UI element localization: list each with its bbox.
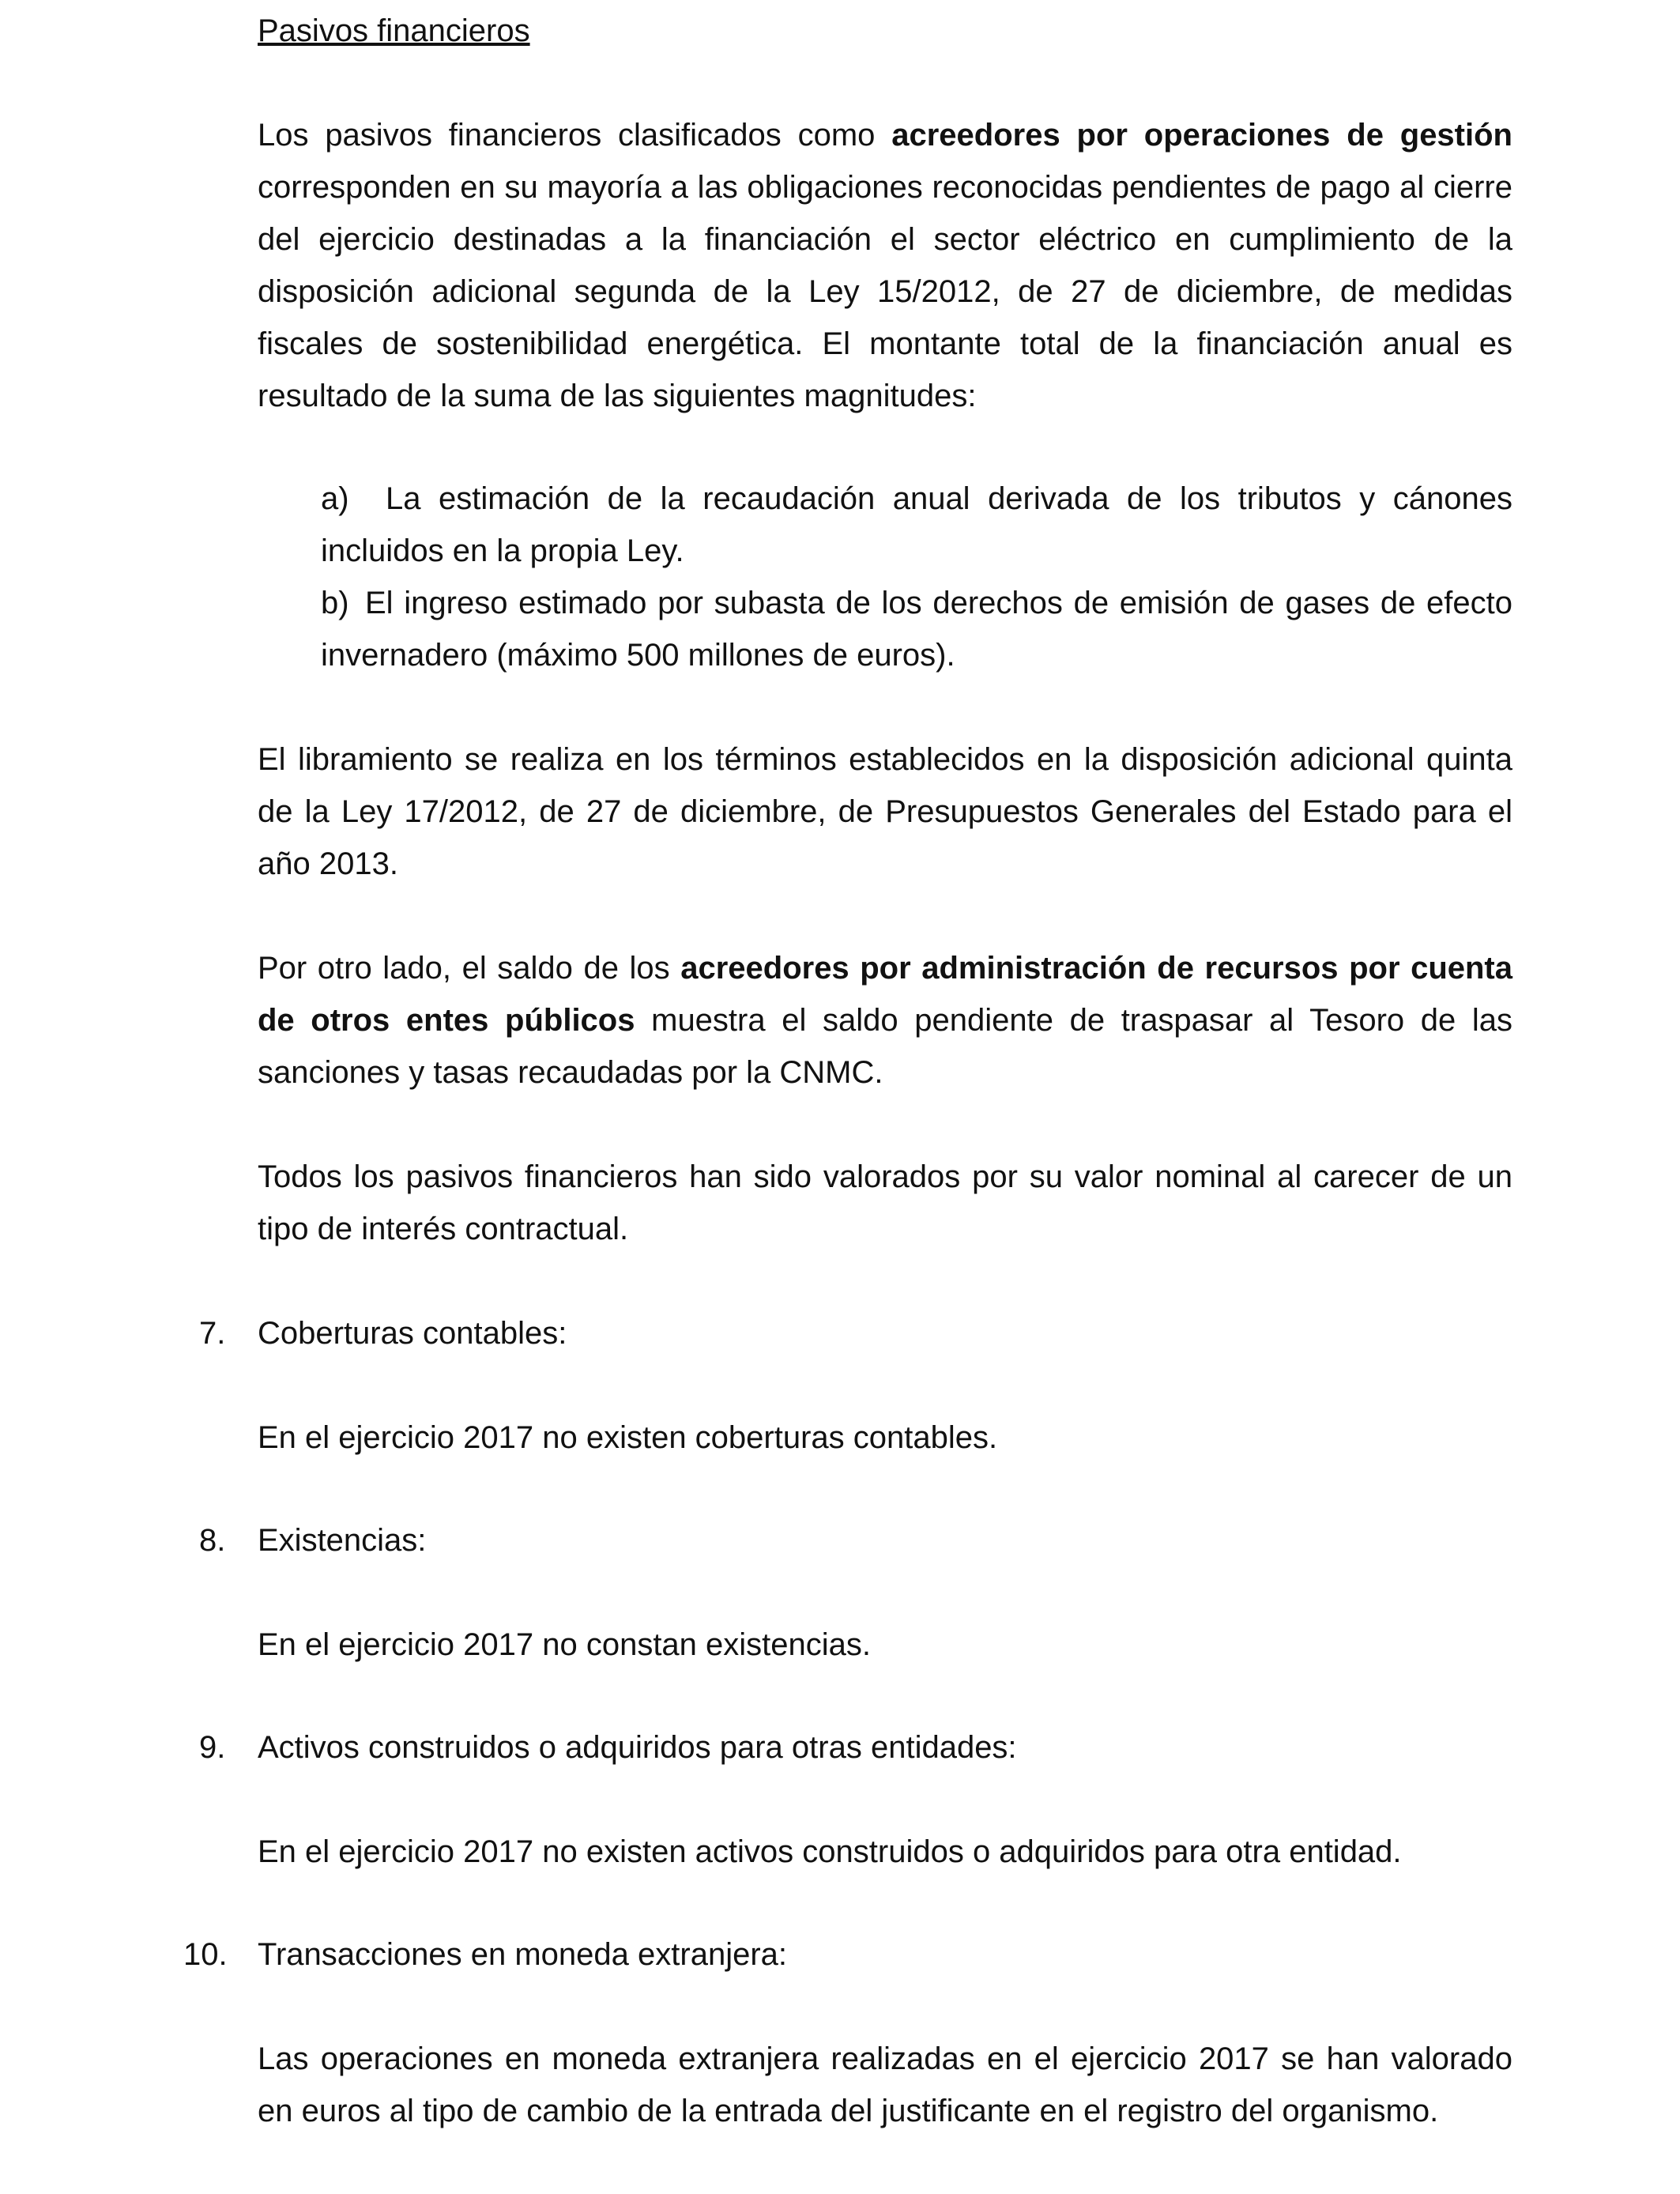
list-text-a: La estimación de la recaudación anual derivada de los tributos y cánones incluidos en la propia Ley. [321, 481, 1512, 568]
list-item-b [321, 577, 1512, 681]
otro-lado-text-end: muestra el saldo pendiente de traspasar al Tesoro de las sanciones y tasas recaudadas por la CNMC. [258, 1003, 1513, 1090]
otro-lado-text-start: Por otro lado, el saldo de los [258, 951, 681, 986]
section-body-8: En el ejercicio 2017 no constan existencias. [258, 1627, 872, 1662]
intro-bold-term: acreedores por operaciones de gestión [891, 118, 1512, 153]
section-number-9: 9. [199, 1730, 226, 1765]
section-number-8: 8. [199, 1523, 226, 1558]
section-title-8: Existencias: [258, 1523, 427, 1558]
section-title-10: Transacciones en moneda extranjera: [258, 1937, 787, 1972]
section-body-10: Las operaciones en moneda extranjera realizadas en el ejercicio 2017 se han valorado en euros al tipo de cambio de la entrada del justificante en el registro del organismo. [258, 2041, 1512, 2128]
otro-lado-bold-term: acreedores por administración de recursos por cuenta de otros entes públicos [258, 951, 1512, 1038]
libramiento-paragraph: El libramiento se realiza en los términos establecidos en la disposición adicional quinta de la Ley 17/2012, de 27 de diciembre, de Presupuestos Generales del Estado para el año 2013. [258, 742, 1512, 881]
section-title-9: Activos construidos o adquiridos para otras entidades: [258, 1730, 1017, 1765]
valorados-paragraph: Todos los pasivos financieros han sido valorados por su valor nominal al carecer de un tipo de interés contractual. [258, 1159, 1512, 1246]
section-number-10: 10. [183, 1937, 228, 1972]
list-marker-b: b) [321, 586, 349, 620]
intro-paragraph [258, 109, 1512, 422]
list-item-a [321, 473, 1512, 577]
section-body-7: En el ejercicio 2017 no existen coberturas contables. [258, 1420, 998, 1455]
list-text-b: El ingreso estimado por subasta de los derechos de emisión de gases de efecto invernadero (máximo 500 millones de euros). [321, 586, 1512, 673]
section-body-9: En el ejercicio 2017 no existen activos construidos o adquiridos para otra entidad. [258, 1834, 1402, 1869]
section-number-7: 7. [199, 1316, 226, 1351]
section-heading-pasivos-financieros: Pasivos financieros [258, 13, 530, 48]
list-marker-a: a) [321, 481, 349, 516]
intro-text-end: corresponden en su mayoría a las obligaciones reconocidas pendientes de pago al cierre del ejercicio destinadas a la financiación el sector eléctrico en cumplimiento de la disposición adicional segunda de la Ley 15/2012, de 27 de diciembre, de medidas fiscales de sostenibilidad energética. El montante total de la financiación anual es resultado de la suma de las siguientes magnitudes: [258, 170, 1512, 413]
otro-lado-paragraph [258, 942, 1512, 1099]
section-title-7: Coberturas contables: [258, 1316, 567, 1351]
intro-text-start: Los pasivos financieros clasificados como [258, 118, 892, 153]
